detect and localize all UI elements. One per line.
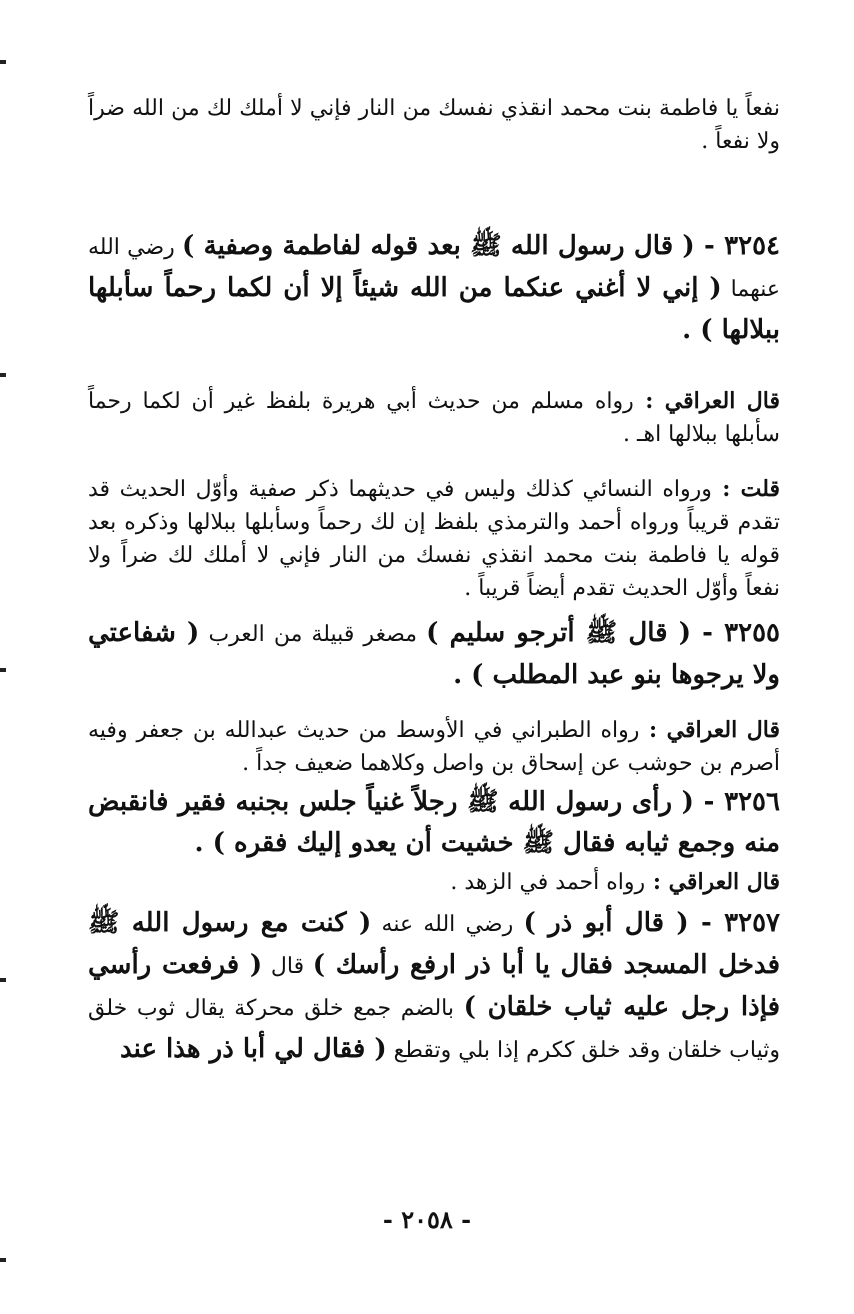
- note-label: قال العراقي :: [639, 717, 780, 743]
- iraqi-note-3254: [88, 385, 780, 451]
- note-label: قلت :: [711, 476, 780, 502]
- page-number: - ٢٠٥٨ -: [382, 1205, 472, 1234]
- author-note: [88, 473, 780, 605]
- hadith-text: ( قال رسول الله ﷺ بعد قوله لفاطمة وصفية ): [182, 231, 695, 261]
- hadith-text: ( رأى رسول الله ﷺ رجلاً غنياً جلس بجنبه فقير فانقبض منه وجمع ثيابه فقال ﷺ خشيت أن يعدو إليك فقره ) .: [88, 787, 780, 858]
- note-text: رواه أحمد في الزهد .: [450, 870, 646, 895]
- hadith-text: ( فقال لي أبا ذر هذا عند: [119, 1034, 387, 1064]
- scan-edge-mark: [0, 1258, 6, 1262]
- scan-edge-mark: [0, 978, 6, 982]
- commentary-text: بالضم جمع خلق محركة يقال ثوب خلق وثياب خلقان وقد خلق ككرم إذا بلي وتقطع: [88, 996, 780, 1063]
- hadith-3254: [88, 226, 780, 351]
- note-label: قال العراقي :: [645, 869, 780, 895]
- hadith-3257: [88, 903, 780, 1071]
- scan-edge-mark: [0, 373, 6, 377]
- note-label: قال العراقي :: [633, 388, 781, 414]
- scan-edge-mark: [0, 60, 6, 64]
- hadith-number: ٣٢٥٧ -: [688, 908, 781, 938]
- note-text: رواه الطبراني في الأوسط من حديث عبدالله بن جعفر وفيه أصرم بن حوشب عن إسحاق بن واصل وكلاهما ضعيف جداً .: [88, 718, 780, 776]
- hadith-text: ( كنت مع رسول الله ﷺ فدخل المسجد فقال يا أبا ذر ارفع رأسك ): [88, 908, 780, 980]
- hadith-number: ٣٢٥٦ -: [693, 787, 780, 817]
- scan-edge-mark: [0, 668, 6, 672]
- iraqi-note-3256: [88, 866, 780, 899]
- commentary-text: رضي الله عنه: [371, 912, 524, 937]
- hadith-number: ٣٢٥٤ -: [694, 231, 780, 261]
- hadith-3256: [88, 782, 780, 864]
- hadith-number: ٣٢٥٥ -: [691, 618, 780, 648]
- hadith-text: ( فرفعت رأسي فإذا رجل عليه ثياب خلقان ): [88, 950, 780, 1022]
- hadith-text: ( شفاعتي ولا يرجوها بنو عبد المطلب ) .: [88, 618, 780, 690]
- hadith-text: ( إني لا أغني عنكما من الله شيئاً إلا أن لكما رحماً سأبلها ببلالها ) .: [88, 273, 780, 345]
- hadith-3255: [88, 613, 780, 696]
- note-text: رواه مسلم من حديث أبي هريرة بلفظ غير أن لكما رحماً سأبلها ببلالها اهـ .: [88, 389, 780, 447]
- iraqi-note-3255: [88, 714, 780, 780]
- hadith-text: ( قال أبو ذر ): [523, 908, 689, 938]
- page-body: [88, 92, 780, 1071]
- commentary-text: رضي الله عنهما: [88, 235, 781, 302]
- note-text: ورواه النسائي كذلك وليس في حديثهما ذكر صفية وأوّل الحديث قد تقدم قريباً ورواه أحمد والترمذي بلفظ إن لك رحماً وسأبلها ببلالها وذكره بعد قوله يا فاطمة بنت محمد انقذي نفسك من النار فإني لا أملك لك ضراً ولا نفعاً وأوّل الحديث تقدم أيضاً قريباً .: [88, 477, 780, 601]
- commentary-text: قال: [262, 954, 313, 979]
- continuation-paragraph: نفعاً يا فاطمة بنت محمد انقذي نفسك من النار فإني لا أملك لك من الله ضراً ولا نفعاً .: [88, 96, 780, 154]
- hadith-text: ( قال ﷺ أترجو سليم ): [426, 618, 692, 648]
- commentary-text: مصغر قبيلة من العرب: [199, 622, 427, 647]
